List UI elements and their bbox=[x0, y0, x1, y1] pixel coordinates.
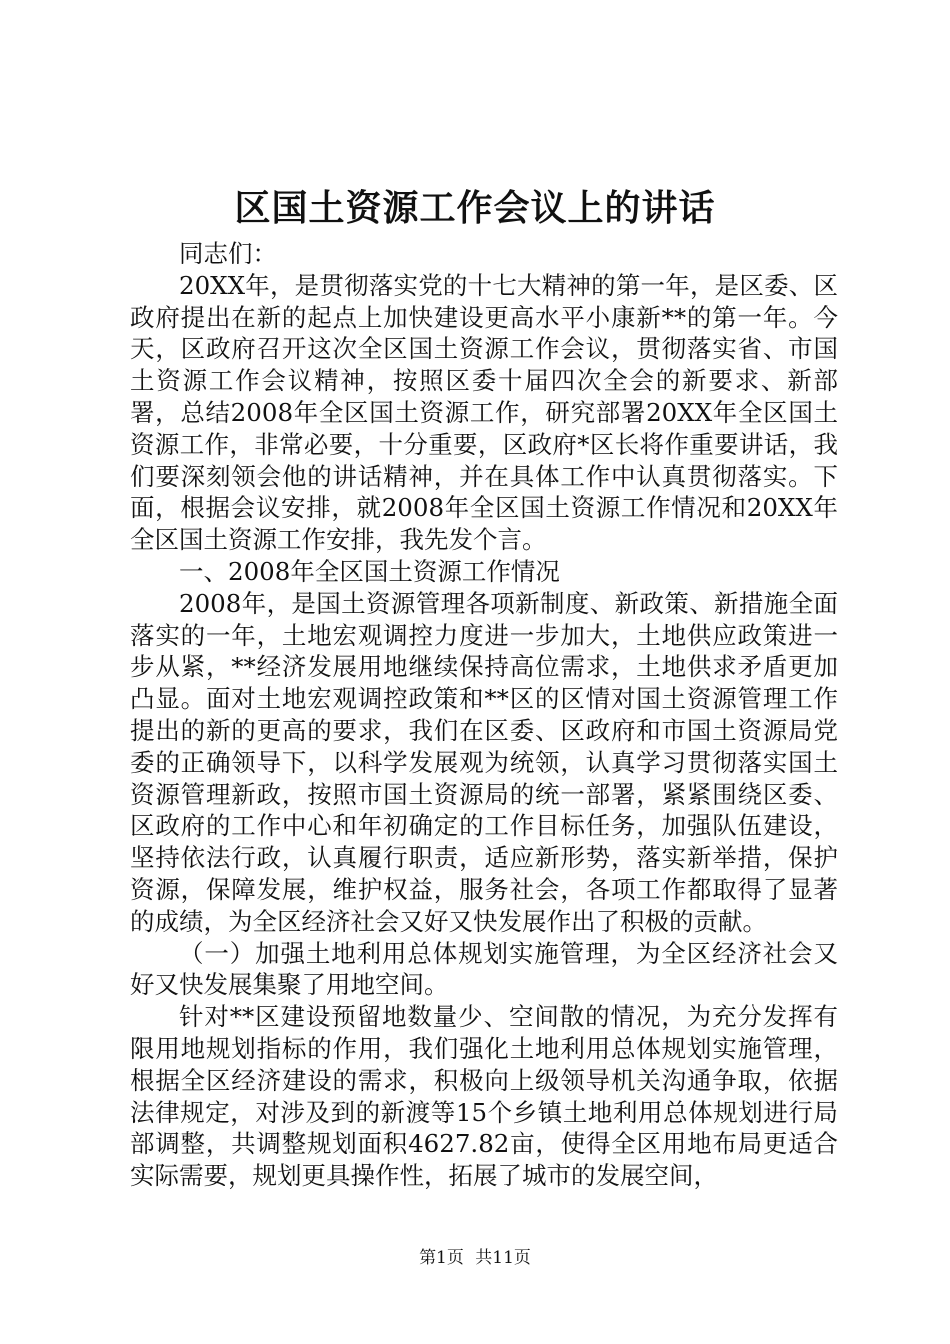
page-number: 第1页 bbox=[419, 1248, 464, 1268]
intro-paragraph: 20XX年，是贯彻落实党的十七大精神的第一年，是区委、区政府提出在新的起点上加快建设更高水平小康新**的第一年。今天，区政府召开这次全区国土资源工作会议，贯彻落实省、市国土资源工作会议精神，按照区委十届四次全会的新要求、新部署，总结2008年全区国土资源工作，研究部署20XX年全区国土资源工作，非常必要，十分重要，区政府*区长将作重要讲话，我们要深刻领会他的讲话精神，并在具体工作中认真贯彻落实。下面，根据会议安排，就2008年全区国土资源工作情况和20XX年全区国土资源工作安排，我先发个言。 bbox=[130, 270, 838, 555]
document-body bbox=[130, 238, 838, 1192]
page-title: 区国土资源工作会议上的讲话 bbox=[234, 187, 716, 229]
page-footer bbox=[0, 1246, 950, 1270]
summary-paragraph: 2008年，是国土资源管理各项新制度、新政策、新措施全面落实的一年，土地宏观调控力度进一步加大，土地供应政策进一步从紧，**经济发展用地继续保持高位需求，土地供求矛盾更加凸显。面对土地宏观调控政策和**区的区情对国土资源管理工作提出的新的更高的要求，我们在区委、区政府和市国土资源局党委的正确领导下，以科学发展观为统领，认真学习贯彻落实国土资源管理新政，按照市国土资源局的统一部署，紧紧围绕区委、区政府的工作中心和年初确定的工作目标任务，加强队伍建设，坚持依法行政，认真履行职责，适应新形势，落实新举措，保护资源，保障发展，维护权益，服务社会，各项工作都取得了显著的成绩，为全区经济社会又好又快发展作出了积极的贡献。 bbox=[130, 588, 838, 936]
subsection-heading: （一）加强土地利用总体规划实施管理，为全区经济社会又好又快发展集聚了用地空间。 bbox=[130, 938, 838, 1000]
planning-paragraph: 针对**区建设预留地数量少、空间散的情况，为充分发挥有限用地规划指标的作用，我们强化土地利用总体规划实施管理，根据全区经济建设的需求，积极向上级领导机关沟通争取，依据法律规定，对涉及到的新渡等15个乡镇土地利用总体规划进行局部调整，共调整规划面积4627.82亩，使得全区用地布局更适合实际需要，规划更具操作性，拓展了城市的发展空间， bbox=[130, 1002, 838, 1191]
section-heading: 一、2008年全区国土资源工作情况 bbox=[179, 556, 560, 586]
salutation-paragraph: 同志们： bbox=[179, 239, 277, 268]
page-total: 共11页 bbox=[475, 1248, 531, 1268]
